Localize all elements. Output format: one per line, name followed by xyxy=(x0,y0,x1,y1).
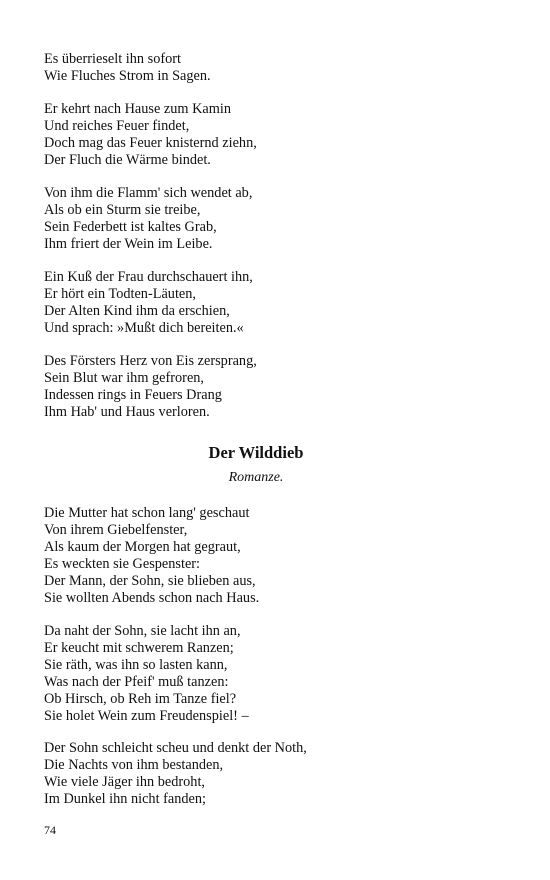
stanza xyxy=(44,269,253,337)
stanza xyxy=(44,505,259,607)
verse-line: Im Dunkel ihn nicht fanden; xyxy=(44,791,206,807)
verse-line: Der Fluch die Wärme bindet. xyxy=(44,152,211,168)
verse-line: Da naht der Sohn, sie lacht ihn an, xyxy=(44,623,241,639)
verse-line: Wie viele Jäger ihn bedroht, xyxy=(44,774,206,790)
verse-line: Er hört ein Todten-Läuten, xyxy=(44,286,196,302)
verse-line: Die Nachts von ihm bestanden, xyxy=(44,757,224,773)
verse-line: Sein Federbett ist kaltes Grab, xyxy=(44,219,217,235)
stanza xyxy=(44,101,257,169)
verse-line: Von ihrem Giebelfenster, xyxy=(44,522,188,538)
stanza xyxy=(44,51,211,85)
stanza xyxy=(44,740,307,808)
verse-line: Wie Fluches Strom in Sagen. xyxy=(44,68,211,84)
verse-line: Des Försters Herz von Eis zersprang, xyxy=(44,353,257,369)
stanza xyxy=(44,623,249,725)
verse-line: Der Sohn schleicht scheu und denkt der Noth, xyxy=(44,740,307,756)
verse-line: Indessen rings in Feuers Drang xyxy=(44,387,222,403)
verse-line: Als ob ein Sturm sie treibe, xyxy=(44,202,201,218)
verse-line: Und reiches Feuer findet, xyxy=(44,118,190,134)
verse-line: Es weckten sie Gespenster: xyxy=(44,556,201,572)
verse-line: Es überrieselt ihn sofort xyxy=(44,51,181,67)
verse-line: Sie räth, was ihn so lasten kann, xyxy=(44,657,228,673)
verse-line: Was nach der Pfeif' muß tanzen: xyxy=(44,674,229,690)
verse-line: Sie wollten Abends schon nach Haus. xyxy=(44,590,260,606)
stanza xyxy=(44,353,257,421)
verse-line: Von ihm die Flamm' sich wendet ab, xyxy=(44,185,253,201)
verse-line: Ob Hirsch, ob Reh im Tanze fiel? xyxy=(44,691,237,707)
verse-line: Er kehrt nach Hause zum Kamin xyxy=(44,101,231,117)
verse-line: Und sprach: »Mußt dich bereiten.« xyxy=(44,320,244,336)
page-number: 74 xyxy=(44,823,56,837)
poem-subtitle: Romanze. xyxy=(228,470,284,485)
poem-title: Der Wilddieb xyxy=(208,443,304,462)
verse-line: Die Mutter hat schon lang' geschaut xyxy=(44,505,250,521)
verse-line: Er keucht mit schwerem Ranzen; xyxy=(44,640,234,656)
verse-line: Der Alten Kind ihm da erschien, xyxy=(44,303,230,319)
verse-line: Als kaum der Morgen hat gegraut, xyxy=(44,539,241,555)
verse-line: Sie holet Wein zum Freudenspiel! – xyxy=(44,708,249,724)
stanza xyxy=(44,185,252,253)
verse-line: Ihm Hab' und Haus verloren. xyxy=(44,404,210,420)
verse-line: Ihm friert der Wein im Leibe. xyxy=(44,236,213,252)
verse-line: Doch mag das Feuer knisternd ziehn, xyxy=(44,135,257,151)
verse-line: Ein Kuß der Frau durchschauert ihn, xyxy=(44,269,253,285)
verse-line: Sein Blut war ihm gefroren, xyxy=(44,370,205,386)
verse-line: Der Mann, der Sohn, sie blieben aus, xyxy=(44,573,256,589)
